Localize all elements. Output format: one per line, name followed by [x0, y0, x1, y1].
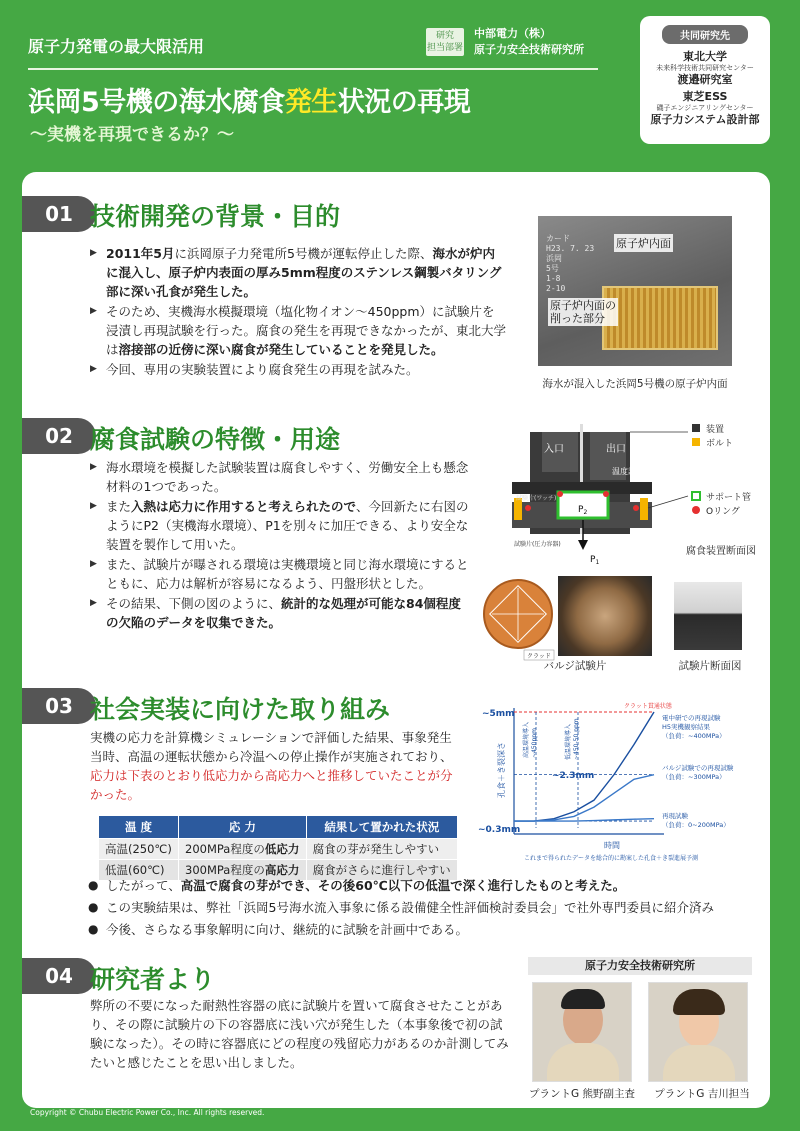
list-item: ● 今後、さらなる事象解明に向け、継続的に試験を計画中である。: [88, 920, 764, 939]
specimen-section-photo: [674, 582, 742, 650]
corrosion-chart: [474, 698, 764, 866]
series-line: [514, 819, 654, 821]
specimen-label: 試験片(ワッチ): [516, 495, 557, 502]
p2-label: $P_2$: [578, 505, 588, 516]
y-axis-label: 孔食＋き裂深さ: [497, 742, 506, 798]
page-title: [28, 80, 470, 119]
bullet-emph: 入熱は応力に作用すると考えられたので: [131, 499, 357, 514]
legend-device: 装置: [706, 425, 725, 435]
x-axis-label: 時間: [604, 841, 620, 850]
researcher-name: プラントG 熊野副主査: [529, 1088, 635, 1100]
legend-swatch-support: [692, 492, 700, 500]
table-header: 応 力: [179, 816, 307, 839]
researcher-photo: [532, 982, 632, 1082]
crevice-label: クラッド: [527, 653, 551, 660]
conclusion-list: [88, 876, 764, 942]
collab-org2-sub: 磯子エンジニアリングセンター: [656, 104, 754, 112]
zone-label: 低温環境導入~450-50 ppm: [565, 718, 580, 760]
table-cell: 300MPa程度の高応力: [179, 860, 307, 881]
reactor-photo: [538, 216, 732, 366]
bullet-item: [90, 458, 472, 496]
bullet-text: 今回、専用の実験装置により腐食発生の再現を試みた。: [106, 362, 419, 377]
p1-arrowhead: [578, 540, 588, 550]
body-highlight: 応力は下表のとおり低応力から高応力へと推移していたことが分かった。: [90, 768, 453, 802]
collab-badge: 共同研究先: [662, 25, 748, 44]
hair: [673, 989, 725, 1015]
bullet-emph: 統計的な処理が可能な84個程度の欠陥のデータを収集できた。: [106, 596, 461, 630]
bullet-emph: 溶接部の近傍に深い腐食が発生していることを発見した。: [118, 342, 444, 357]
bullet-emph: 海水が炉内に混入し、原子炉内表面の厚み5mm程度のステンレス鋼製バタリング部に深い孔食が発生した。: [106, 246, 502, 299]
legend-bolt: ボルト: [706, 439, 734, 449]
bulge-caption: バルジ試験片: [543, 660, 607, 672]
collaborators-box: [640, 16, 770, 144]
bullet-text: 、今回新たに右図のようにP2（実機海水環境）、P1を別々に加圧できる、より安全な装置を製作して用いた。: [106, 499, 469, 552]
copyright: Copyright © Chubu Electric Power Co., Inc. All rights reserved.: [30, 1108, 265, 1117]
section-number: 02: [22, 418, 96, 454]
outlet-label: 出口: [606, 444, 626, 455]
section-number: 04: [22, 958, 96, 994]
section-title: 社会実装に向けた取り組み: [90, 695, 391, 724]
bullet-item: [90, 594, 472, 632]
chart-caption: これまで得られたデータを総合的に勘案した孔食＋き裂進展予測: [524, 855, 699, 862]
collab-org1: 東北大学: [683, 50, 727, 63]
section-body: [90, 458, 472, 633]
bullet-text: また: [106, 499, 132, 514]
oring: [633, 505, 639, 511]
section-title: 研究者より: [90, 965, 216, 994]
bullet-text: に浜岡原子力発電所5号機が運転停止した際、: [174, 246, 433, 261]
list-item: ● この実験結果は、弊社「浜岡5号海水流入事象に係る設備健全性評価検討委員会」で社外専門委員に紹介済み: [88, 898, 764, 917]
bullet-item: [90, 302, 506, 359]
leader-line: [648, 496, 688, 508]
table-header: 温 度: [99, 816, 179, 839]
bullet-text: そのため、実機海水模擬環境（塩化物イオン～450ppm）に試験片を浸漬し再現試験を行った。腐食の発生を再現できなかったが、東北大学は: [106, 304, 507, 357]
title-highlight: 発生: [284, 87, 338, 118]
table-cell: 腐食がさらに進行しやすい: [306, 860, 457, 881]
legend-swatch-oring: [692, 506, 700, 514]
inlet-label: 入口: [544, 444, 564, 455]
category-label: 原子力発電の最大限活用: [28, 37, 205, 56]
header-rule: [28, 68, 598, 70]
series-label: バルジ試験での再現試験（負荷：~300MPa）: [662, 764, 734, 781]
series-label: 再現試験（負荷：0~200MPa）: [662, 812, 730, 829]
bullet-text: また、試験片が曝される環境は実機環境と同じ海水環境にするとともに、応力は解析が容易になるよう、円盤形状とした。: [106, 557, 469, 591]
org-name: [474, 26, 584, 58]
table-header-row: [99, 816, 458, 839]
y-tick-label: ~5mm: [482, 709, 515, 719]
bulge-specimen-drawing: [482, 576, 556, 664]
y-tick-label: ~2.3mm: [552, 771, 595, 781]
photo-stamp: カード H23. 7. 23 浜岡 5号 1‑8 2‑10: [546, 234, 595, 293]
thermo-label: 温度計: [612, 467, 636, 476]
collab-org2: 東芝ESS: [682, 90, 728, 103]
zone-label: 高温環境導入~450ppm: [523, 721, 538, 758]
table-cell: 腐食の芽が発生しやすい: [306, 839, 457, 860]
hair: [561, 989, 605, 1009]
oring: [557, 491, 563, 497]
stress-table: [98, 815, 458, 881]
bullet-text: 海水環境を模擬した試験装置は腐食しやすく、労働安全上も懸念材料の1つであった。: [106, 460, 469, 494]
list-item: ● したがって、高温で腐食の芽ができ、その後60℃以下の低温で深く進行したものと考えた。: [88, 876, 764, 895]
series-label: 電中研での再現試験 H5実機観察結果（負荷：~400MPa）: [662, 714, 726, 740]
collab-org1-sub: 未来科学技術共同研究センター: [656, 64, 754, 72]
ground-patch: [602, 286, 718, 350]
uniform: [547, 1043, 619, 1082]
org-line1: 中部電力（株）: [474, 27, 551, 40]
title-part2: 状況の再現: [337, 87, 471, 118]
y-tick-label: ~0.3mm: [478, 825, 521, 835]
top-label: クラット貫通状態: [624, 703, 672, 710]
table-cell: 高温(250℃): [99, 839, 179, 860]
section-body: [90, 728, 462, 804]
section-number: 03: [22, 688, 96, 724]
bulge-specimen-photo: [558, 576, 652, 656]
bullet-emph: 2011年5月: [106, 246, 175, 261]
section-caption: 試験片断面図: [678, 660, 742, 672]
table-row: [99, 839, 458, 860]
section-body: [90, 244, 506, 380]
researcher-photo: [648, 982, 748, 1082]
section-body: 弊所の不要になった耐熱性容器の底に試験片を置いて腐食させたことがあり、その際に試験片の下の容器底に浅い穴が発生した（本事象後で初の試験になった）。その時に容器底にどの程度の残留応力があるのか計測してみたいと感じたことを思い出しました。: [90, 998, 509, 1070]
table-header: 結果して置かれた状況: [306, 816, 457, 839]
oring: [525, 505, 531, 511]
bullet-item: [90, 244, 506, 301]
lab-label: 原子力安全技術研究所: [528, 957, 752, 975]
bullet-item: [90, 497, 472, 554]
collab-org2-dept: 原子力システム設計部: [650, 113, 760, 126]
uniform: [663, 1045, 735, 1082]
dept-badge: 研究 担当部署: [426, 28, 464, 56]
bullet-item: [90, 360, 506, 379]
page-subtitle: ～実機を再現できるか？～: [30, 125, 234, 145]
device-cross-section: [508, 420, 770, 570]
vessel-label: 試験片(圧力容器): [514, 541, 561, 548]
legend-swatch-device: [692, 424, 700, 432]
table-cell: 200MPa程度の低応力: [179, 839, 307, 860]
bolt-right: [640, 498, 648, 520]
table-cell: 低温(60℃): [99, 860, 179, 881]
section-number: 01: [22, 196, 96, 232]
oring: [603, 491, 609, 497]
body-text: 実機の応力を計算機シミュレーションで評価した結果、事象発生当時、高温の運転状態から冷温への停止操作が実施されており、: [90, 730, 453, 764]
legend-oring: Oリング: [706, 507, 740, 517]
title-part1: 浜岡5号機の海水腐食: [28, 87, 285, 118]
photo-label: 原子炉内面: [614, 234, 673, 252]
bullet-item: [90, 555, 472, 593]
section-title: 技術開発の背景・目的: [90, 202, 341, 231]
legend-swatch-bolt: [692, 438, 700, 446]
series-line: [514, 775, 654, 821]
legend-support: サポート管: [706, 493, 752, 503]
researcher-name: プラントG 吉川担当: [654, 1088, 750, 1100]
p1-label: $P_1$: [590, 555, 600, 566]
photo-caption: 海水が混入した浜岡5号機の原子炉内面: [542, 378, 728, 390]
diagram-caption: 腐食装置断面図: [686, 546, 756, 557]
section-title: 腐食試験の特徴・用途: [90, 425, 341, 454]
collab-org1-lab: 渡邉研究室: [677, 73, 733, 86]
photo-label: 原子炉内面の 削った部分: [550, 299, 616, 325]
bullet-text: その結果、下側の図のように、: [106, 596, 282, 611]
org-line2: 原子力安全技術研究所: [474, 43, 584, 56]
